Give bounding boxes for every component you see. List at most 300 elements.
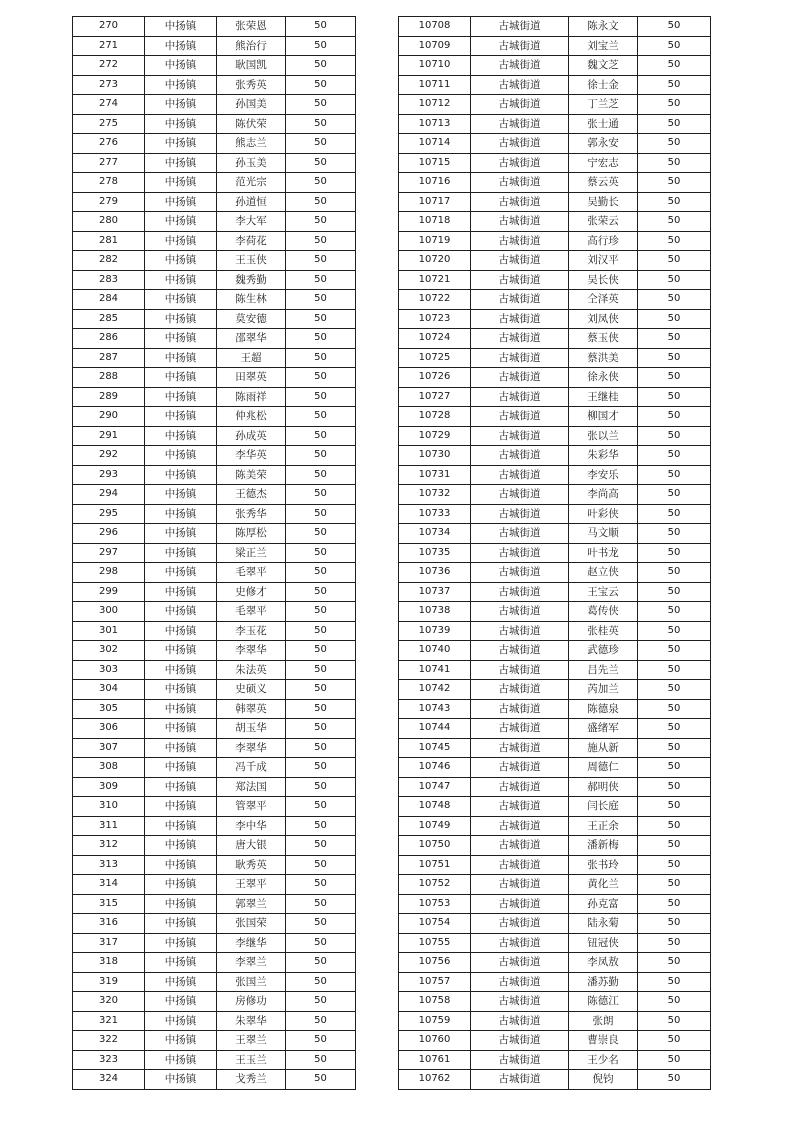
row-number-cell: 10709: [399, 36, 471, 56]
amount-cell: 50: [286, 153, 356, 173]
amount-cell: 50: [638, 114, 711, 134]
row-number-cell: 322: [73, 1031, 145, 1051]
amount-cell: 50: [286, 114, 356, 134]
district-cell: 古城街道: [471, 212, 569, 232]
amount-cell: 50: [638, 17, 711, 37]
name-cell: 王超: [217, 348, 286, 368]
district-cell: 中扬镇: [145, 348, 217, 368]
name-cell: 盛绪军: [569, 719, 638, 739]
amount-cell: 50: [638, 797, 711, 817]
name-cell: 潘新梅: [569, 836, 638, 856]
district-cell: 中扬镇: [145, 75, 217, 95]
name-cell: 曹崇良: [569, 1031, 638, 1051]
row-number-cell: 10748: [399, 797, 471, 817]
row-number-cell: 320: [73, 992, 145, 1012]
name-cell: 张国荣: [217, 914, 286, 934]
name-cell: 李中华: [217, 816, 286, 836]
name-cell: 李继华: [217, 933, 286, 953]
row-number-cell: 291: [73, 426, 145, 446]
amount-cell: 50: [286, 875, 356, 895]
table-row: [73, 699, 356, 719]
amount-cell: 50: [286, 680, 356, 700]
table-row: [399, 485, 711, 505]
row-number-cell: 290: [73, 407, 145, 427]
table-row: [399, 563, 711, 583]
amount-cell: 50: [638, 660, 711, 680]
row-number-cell: 300: [73, 602, 145, 622]
name-cell: 史硕义: [217, 680, 286, 700]
district-cell: 古城街道: [471, 1031, 569, 1051]
name-cell: 柳国才: [569, 407, 638, 427]
district-cell: 中扬镇: [145, 270, 217, 290]
district-cell: 中扬镇: [145, 933, 217, 953]
district-cell: 中扬镇: [145, 621, 217, 641]
district-cell: 中扬镇: [145, 134, 217, 154]
row-number-cell: 305: [73, 699, 145, 719]
amount-cell: 50: [286, 270, 356, 290]
name-cell: 蔡洪美: [569, 348, 638, 368]
row-number-cell: 314: [73, 875, 145, 895]
name-cell: 陈伏荣: [217, 114, 286, 134]
district-cell: 中扬镇: [145, 699, 217, 719]
row-number-cell: 10711: [399, 75, 471, 95]
table-row: [73, 777, 356, 797]
name-cell: 赵立侠: [569, 563, 638, 583]
table-row: [399, 543, 711, 563]
row-number-cell: 272: [73, 56, 145, 76]
district-cell: 古城街道: [471, 485, 569, 505]
name-cell: 郭永安: [569, 134, 638, 154]
name-cell: 郑法国: [217, 777, 286, 797]
amount-cell: 50: [286, 738, 356, 758]
name-cell: 武德珍: [569, 641, 638, 661]
table-row: [73, 465, 356, 485]
row-number-cell: 10734: [399, 524, 471, 544]
amount-cell: 50: [638, 329, 711, 349]
row-number-cell: 274: [73, 95, 145, 115]
amount-cell: 50: [286, 972, 356, 992]
name-cell: 王继桂: [569, 387, 638, 407]
table-row: [399, 251, 711, 271]
table-row: [73, 855, 356, 875]
district-cell: 古城街道: [471, 192, 569, 212]
amount-cell: 50: [286, 602, 356, 622]
name-cell: 黄化兰: [569, 875, 638, 895]
amount-cell: 50: [638, 485, 711, 505]
amount-cell: 50: [638, 953, 711, 973]
district-cell: 古城街道: [471, 621, 569, 641]
name-cell: 李翠华: [217, 738, 286, 758]
right-table: [398, 16, 711, 1090]
name-cell: 王德杰: [217, 485, 286, 505]
table-row: [399, 699, 711, 719]
table-row: [73, 582, 356, 602]
row-number-cell: 292: [73, 446, 145, 466]
row-number-cell: 304: [73, 680, 145, 700]
table-row: [73, 1070, 356, 1090]
row-number-cell: 10713: [399, 114, 471, 134]
table-row: [73, 738, 356, 758]
amount-cell: 50: [286, 134, 356, 154]
table-row: [73, 309, 356, 329]
name-cell: 刘宝兰: [569, 36, 638, 56]
district-cell: 古城街道: [471, 933, 569, 953]
district-cell: 古城街道: [471, 153, 569, 173]
name-cell: 陈德泉: [569, 699, 638, 719]
name-cell: 张国兰: [217, 972, 286, 992]
amount-cell: 50: [286, 894, 356, 914]
name-cell: 冯千成: [217, 758, 286, 778]
table-row: [399, 56, 711, 76]
row-number-cell: 10733: [399, 504, 471, 524]
district-cell: 中扬镇: [145, 777, 217, 797]
amount-cell: 50: [286, 348, 356, 368]
district-cell: 古城街道: [471, 465, 569, 485]
table-row: [73, 426, 356, 446]
amount-cell: 50: [638, 680, 711, 700]
table-row: [73, 524, 356, 544]
district-cell: 中扬镇: [145, 251, 217, 271]
row-number-cell: 273: [73, 75, 145, 95]
row-number-cell: 316: [73, 914, 145, 934]
amount-cell: 50: [286, 212, 356, 232]
amount-cell: 50: [638, 231, 711, 251]
name-cell: 张朗: [569, 1011, 638, 1031]
row-number-cell: 10742: [399, 680, 471, 700]
row-number-cell: 303: [73, 660, 145, 680]
district-cell: 古城街道: [471, 875, 569, 895]
name-cell: 孙成英: [217, 426, 286, 446]
row-number-cell: 301: [73, 621, 145, 641]
row-number-cell: 10720: [399, 251, 471, 271]
amount-cell: 50: [638, 699, 711, 719]
district-cell: 中扬镇: [145, 797, 217, 817]
amount-cell: 50: [638, 875, 711, 895]
amount-cell: 50: [638, 173, 711, 193]
amount-cell: 50: [286, 426, 356, 446]
district-cell: 古城街道: [471, 602, 569, 622]
name-cell: 张秀英: [217, 75, 286, 95]
row-number-cell: 10752: [399, 875, 471, 895]
name-cell: 李凤敖: [569, 953, 638, 973]
district-cell: 古城街道: [471, 855, 569, 875]
row-number-cell: 288: [73, 368, 145, 388]
table-row: [399, 972, 711, 992]
amount-cell: 50: [638, 1050, 711, 1070]
row-number-cell: 10738: [399, 602, 471, 622]
name-cell: 潘苏勤: [569, 972, 638, 992]
amount-cell: 50: [638, 602, 711, 622]
name-cell: 熊志兰: [217, 134, 286, 154]
name-cell: 孙道恒: [217, 192, 286, 212]
table-row: [73, 17, 356, 37]
name-cell: 史修才: [217, 582, 286, 602]
district-cell: 古城街道: [471, 953, 569, 973]
row-number-cell: 10710: [399, 56, 471, 76]
table-row: [73, 231, 356, 251]
table-row: [73, 563, 356, 583]
table-row: [399, 309, 711, 329]
amount-cell: 50: [286, 816, 356, 836]
row-number-cell: 10727: [399, 387, 471, 407]
table-row: [73, 504, 356, 524]
row-number-cell: 10732: [399, 485, 471, 505]
amount-cell: 50: [286, 582, 356, 602]
name-cell: 李尚高: [569, 485, 638, 505]
district-cell: 古城街道: [471, 56, 569, 76]
row-number-cell: 324: [73, 1070, 145, 1090]
amount-cell: 50: [638, 836, 711, 856]
row-number-cell: 294: [73, 485, 145, 505]
row-number-cell: 10730: [399, 446, 471, 466]
row-number-cell: 289: [73, 387, 145, 407]
table-row: [73, 36, 356, 56]
table-row: [73, 173, 356, 193]
district-cell: 古城街道: [471, 407, 569, 427]
name-cell: 芮加兰: [569, 680, 638, 700]
table-row: [399, 17, 711, 37]
amount-cell: 50: [286, 465, 356, 485]
table-row: [73, 816, 356, 836]
district-cell: 中扬镇: [145, 290, 217, 310]
table-row: [73, 543, 356, 563]
row-number-cell: 10728: [399, 407, 471, 427]
row-number-cell: 298: [73, 563, 145, 583]
table-row: [399, 797, 711, 817]
amount-cell: 50: [638, 992, 711, 1012]
district-cell: 中扬镇: [145, 485, 217, 505]
district-cell: 中扬镇: [145, 114, 217, 134]
name-cell: 蔡玉侠: [569, 329, 638, 349]
row-number-cell: 10735: [399, 543, 471, 563]
amount-cell: 50: [286, 992, 356, 1012]
row-number-cell: 10758: [399, 992, 471, 1012]
name-cell: 陈美荣: [217, 465, 286, 485]
district-cell: 古城街道: [471, 543, 569, 563]
district-cell: 古城街道: [471, 758, 569, 778]
district-cell: 古城街道: [471, 1050, 569, 1070]
amount-cell: 50: [286, 953, 356, 973]
row-number-cell: 308: [73, 758, 145, 778]
district-cell: 古城街道: [471, 660, 569, 680]
name-cell: 毛翠平: [217, 602, 286, 622]
table-row: [399, 1070, 711, 1090]
name-cell: 吴长侠: [569, 270, 638, 290]
amount-cell: 50: [286, 387, 356, 407]
name-cell: 刘汉平: [569, 251, 638, 271]
name-cell: 管翠平: [217, 797, 286, 817]
table-row: [399, 426, 711, 446]
district-cell: 古城街道: [471, 582, 569, 602]
name-cell: 宁宏志: [569, 153, 638, 173]
amount-cell: 50: [638, 134, 711, 154]
district-cell: 中扬镇: [145, 426, 217, 446]
row-number-cell: 10750: [399, 836, 471, 856]
amount-cell: 50: [638, 758, 711, 778]
right-table-body: [399, 17, 711, 1090]
table-row: [73, 894, 356, 914]
district-cell: 古城街道: [471, 114, 569, 134]
table-row: [399, 192, 711, 212]
row-number-cell: 10762: [399, 1070, 471, 1090]
district-cell: 中扬镇: [145, 231, 217, 251]
name-cell: 徐永侠: [569, 368, 638, 388]
name-cell: 李大军: [217, 212, 286, 232]
table-row: [399, 641, 711, 661]
table-row: [73, 875, 356, 895]
name-cell: 李华英: [217, 446, 286, 466]
table-row: [399, 738, 711, 758]
table-row: [399, 504, 711, 524]
name-cell: 李安乐: [569, 465, 638, 485]
district-cell: 中扬镇: [145, 719, 217, 739]
row-number-cell: 10718: [399, 212, 471, 232]
row-number-cell: 10753: [399, 894, 471, 914]
row-number-cell: 295: [73, 504, 145, 524]
district-cell: 中扬镇: [145, 660, 217, 680]
table-row: [73, 758, 356, 778]
amount-cell: 50: [638, 192, 711, 212]
row-number-cell: 285: [73, 309, 145, 329]
amount-cell: 50: [638, 894, 711, 914]
table-row: [399, 95, 711, 115]
amount-cell: 50: [638, 348, 711, 368]
row-number-cell: 306: [73, 719, 145, 739]
table-row: [399, 660, 711, 680]
district-cell: 古城街道: [471, 270, 569, 290]
table-row: [73, 797, 356, 817]
table-row: [73, 212, 356, 232]
name-cell: 施从新: [569, 738, 638, 758]
name-cell: 范光宗: [217, 173, 286, 193]
table-row: [399, 855, 711, 875]
name-cell: 王玉兰: [217, 1050, 286, 1070]
table-row: [399, 114, 711, 134]
name-cell: 房修功: [217, 992, 286, 1012]
row-number-cell: 10746: [399, 758, 471, 778]
district-cell: 古城街道: [471, 972, 569, 992]
district-cell: 中扬镇: [145, 309, 217, 329]
amount-cell: 50: [638, 251, 711, 271]
district-cell: 中扬镇: [145, 855, 217, 875]
table-row: [73, 953, 356, 973]
amount-cell: 50: [286, 641, 356, 661]
amount-cell: 50: [286, 855, 356, 875]
table-row: [73, 153, 356, 173]
district-cell: 古城街道: [471, 446, 569, 466]
district-cell: 古城街道: [471, 894, 569, 914]
district-cell: 古城街道: [471, 134, 569, 154]
table-row: [399, 231, 711, 251]
row-number-cell: 271: [73, 36, 145, 56]
row-number-cell: 275: [73, 114, 145, 134]
amount-cell: 50: [638, 641, 711, 661]
district-cell: 古城街道: [471, 641, 569, 661]
amount-cell: 50: [638, 719, 711, 739]
district-cell: 中扬镇: [145, 738, 217, 758]
district-cell: 中扬镇: [145, 680, 217, 700]
row-number-cell: 276: [73, 134, 145, 154]
amount-cell: 50: [638, 387, 711, 407]
table-row: [73, 1011, 356, 1031]
amount-cell: 50: [286, 485, 356, 505]
district-cell: 中扬镇: [145, 1070, 217, 1090]
amount-cell: 50: [286, 173, 356, 193]
row-number-cell: 10726: [399, 368, 471, 388]
district-cell: 古城街道: [471, 75, 569, 95]
row-number-cell: 10721: [399, 270, 471, 290]
row-number-cell: 10723: [399, 309, 471, 329]
row-number-cell: 281: [73, 231, 145, 251]
district-cell: 中扬镇: [145, 602, 217, 622]
district-cell: 中扬镇: [145, 465, 217, 485]
district-cell: 古城街道: [471, 387, 569, 407]
row-number-cell: 302: [73, 641, 145, 661]
table-row: [399, 1050, 711, 1070]
amount-cell: 50: [286, 407, 356, 427]
amount-cell: 50: [638, 36, 711, 56]
amount-cell: 50: [638, 426, 711, 446]
table-row: [399, 173, 711, 193]
district-cell: 古城街道: [471, 563, 569, 583]
table-row: [73, 972, 356, 992]
name-cell: 仝泽英: [569, 290, 638, 310]
row-number-cell: 315: [73, 894, 145, 914]
district-cell: 中扬镇: [145, 582, 217, 602]
row-number-cell: 10708: [399, 17, 471, 37]
table-row: [399, 1011, 711, 1031]
amount-cell: 50: [286, 36, 356, 56]
table-row: [73, 95, 356, 115]
district-cell: 中扬镇: [145, 1011, 217, 1031]
row-number-cell: 278: [73, 173, 145, 193]
table-row: [399, 914, 711, 934]
name-cell: 陆永菊: [569, 914, 638, 934]
table-row: [73, 192, 356, 212]
name-cell: 魏文芝: [569, 56, 638, 76]
district-cell: 中扬镇: [145, 504, 217, 524]
table-row: [73, 348, 356, 368]
district-cell: 古城街道: [471, 992, 569, 1012]
district-cell: 古城街道: [471, 836, 569, 856]
name-cell: 张士通: [569, 114, 638, 134]
table-row: [73, 368, 356, 388]
table-row: [399, 153, 711, 173]
name-cell: 闫长庭: [569, 797, 638, 817]
name-cell: 王玉侠: [217, 251, 286, 271]
amount-cell: 50: [638, 309, 711, 329]
name-cell: 朱彩华: [569, 446, 638, 466]
name-cell: 张桂英: [569, 621, 638, 641]
row-number-cell: 10743: [399, 699, 471, 719]
name-cell: 高行珍: [569, 231, 638, 251]
table-row: [399, 465, 711, 485]
amount-cell: 50: [638, 95, 711, 115]
row-number-cell: 283: [73, 270, 145, 290]
district-cell: 古城街道: [471, 290, 569, 310]
row-number-cell: 10747: [399, 777, 471, 797]
district-cell: 中扬镇: [145, 543, 217, 563]
row-number-cell: 10749: [399, 816, 471, 836]
amount-cell: 50: [286, 368, 356, 388]
row-number-cell: 10756: [399, 953, 471, 973]
amount-cell: 50: [286, 1050, 356, 1070]
table-row: [399, 212, 711, 232]
name-cell: 李翠兰: [217, 953, 286, 973]
table-row: [73, 680, 356, 700]
district-cell: 古城街道: [471, 680, 569, 700]
amount-cell: 50: [286, 777, 356, 797]
